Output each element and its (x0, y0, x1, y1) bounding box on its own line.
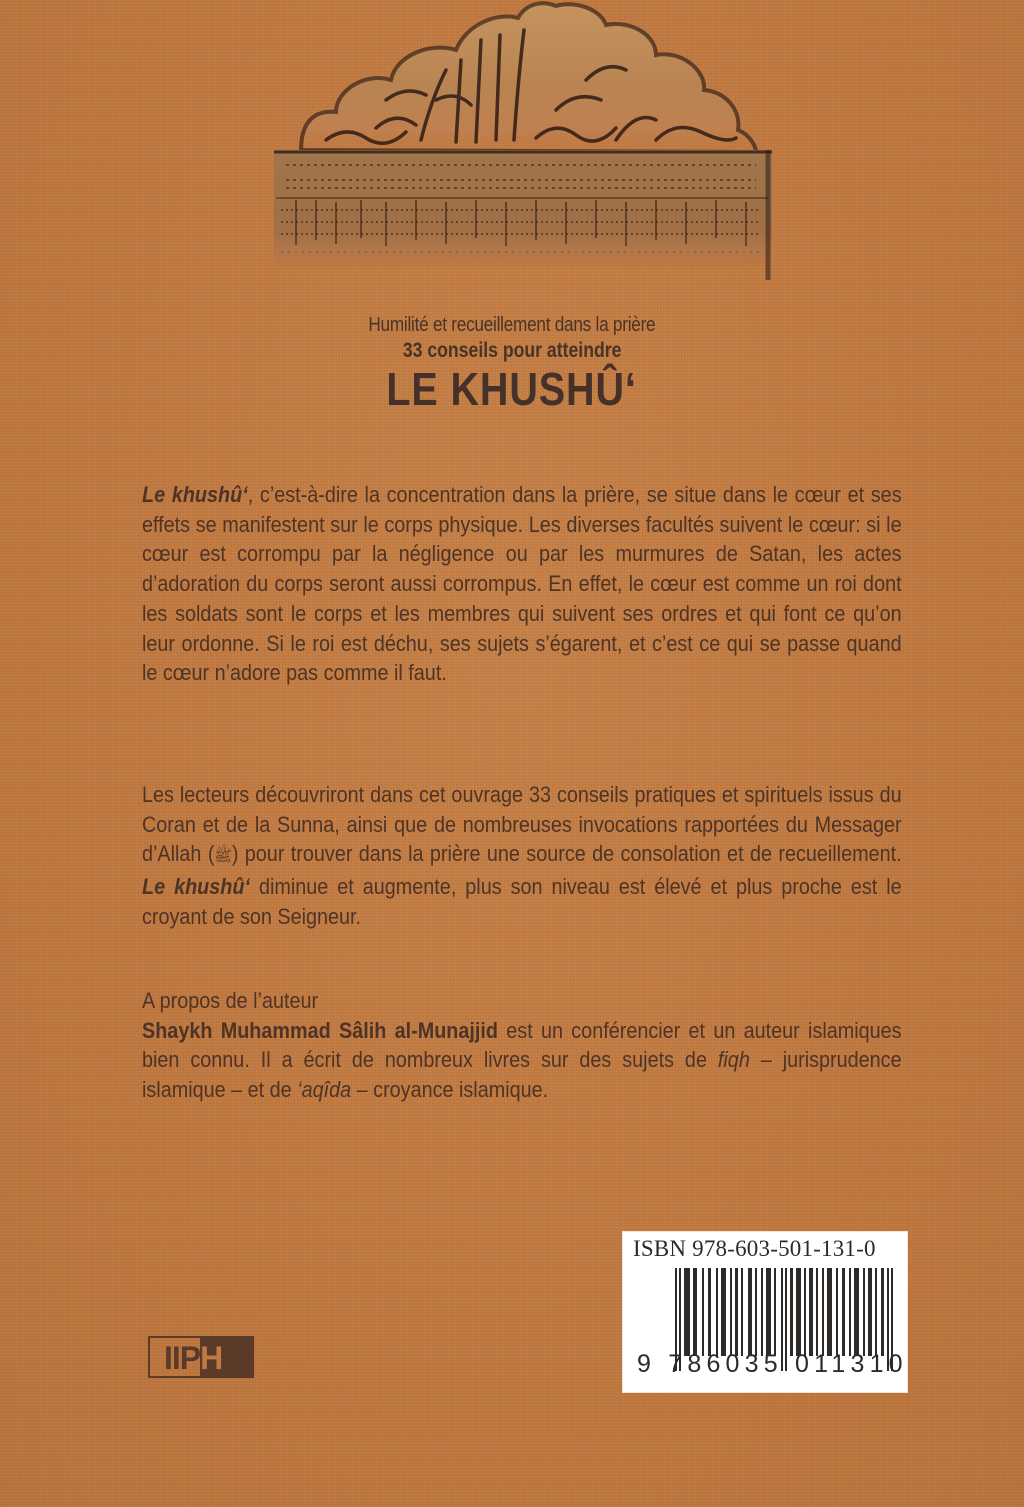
description-paragraph-2 (142, 780, 902, 932)
author-bio-text-1: est un conférencier et un auteur islamiques bien connu. Il a écrit de nombreux livres sur des sujets de (142, 1017, 902, 1073)
term-aqida: ‘aqîda (297, 1077, 352, 1103)
publisher-logo (148, 1336, 254, 1378)
author-bio-text-3: – croyance islamique. (351, 1077, 549, 1103)
isbn-label: ISBN 978-603-501-131-0 (633, 1236, 876, 1261)
paragraph-1-text: , c’est-à-dire la concentration dans la prière, se situe dans le cœur et ses effets se manifestent sur le corps physique. Les diverses facultés suivent le cœur: si le cœur est corrompu par la négligence ou par les murmures de Satan, les actes d’adoration du corps seront aussi corrompus. En effet, le cœur est comme un roi dont les soldats sont le corps et les membres qui suivent ses ordres et qui font ce qu’on leur ordonne. Si le roi est déchu, ses sujets s’égarent, et c’est ce qui se passe quand le cœur n’adore pas comme il faut. (142, 482, 902, 686)
book-title: LE KHUSHÛ‘ (386, 363, 638, 415)
author-heading: A propos de l’auteur (142, 988, 319, 1013)
term-khushu: Le khushû‘ (142, 482, 248, 507)
description-paragraph-1 (142, 480, 902, 688)
author-name: Shaykh Muhammad Sâlih al-Munajjid (142, 1017, 499, 1043)
honorific-glyph-icon: ﷺ (214, 848, 232, 866)
subtitle-humility: Humilité et recueillement dans la prière (368, 314, 656, 336)
author-section (142, 986, 902, 1105)
barcode-number: 9 786035 011310 (637, 1350, 908, 1378)
term-fiqh: fiqh (717, 1047, 750, 1073)
title-block (0, 314, 1024, 415)
carved-stone-inscription-image (256, 0, 786, 300)
author-bio-text-2: – jurisprudence islamique – et de (142, 1047, 902, 1103)
paragraph-2-text-after: diminue et augmente, plus son niveau est élevé et plus proche est le croyant de son Seigneur. (142, 874, 902, 929)
publisher-logo-text: IIPH (164, 1340, 223, 1376)
subtitle-33-tips: 33 conseils pour atteindre (402, 339, 622, 362)
term-khushu: Le khushû‘ (142, 874, 250, 900)
paragraph-2-text-before: Les lecteurs découvriront dans cet ouvrage 33 conseils pratiques et spirituels issus du Coran et de la Sunna, ainsi que de nombreuses invocations rapportées du Messager d’Allah ( (142, 782, 902, 867)
paragraph-2-text-middle: ) pour trouver dans la prière une source de consolation et de recueillement. (231, 841, 902, 867)
isbn-barcode-box (623, 1232, 907, 1392)
